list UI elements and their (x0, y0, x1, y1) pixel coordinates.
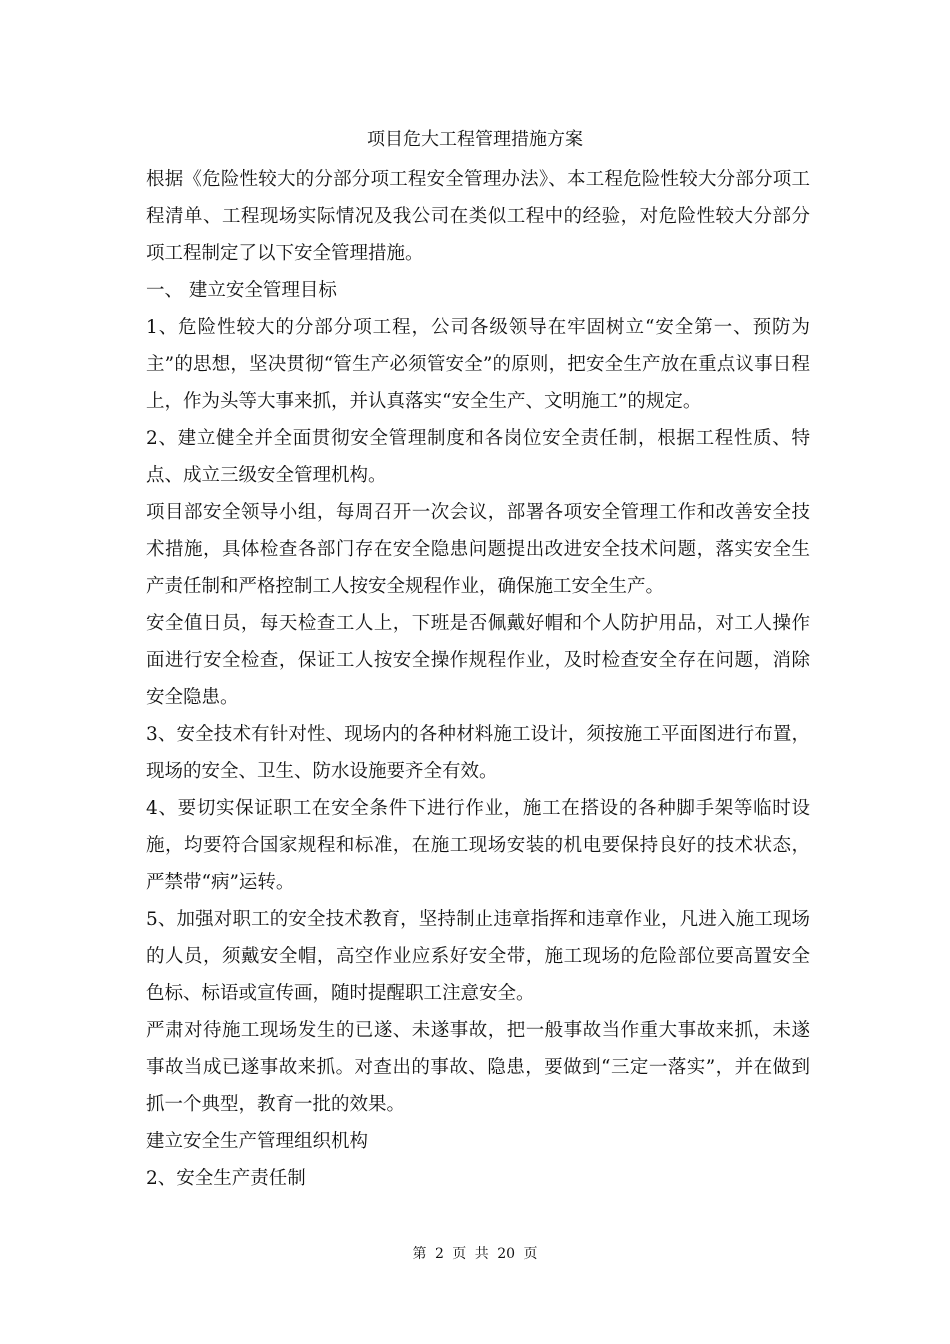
paragraph-item-1: 1、危险性较大的分部分项工程，公司各级领导在牢固树立“安全第一、预防为主”的思想，坚决贯彻“管生产必须管安全”的原则，把安全生产放在重点议事日程上，作为头等大事来抓，并认真落实“安全生产、文明施工”的规定。 (146, 317, 810, 412)
page-footer: 第 2 页 共 20 页 (412, 1246, 538, 1262)
paragraph-safety-duty: 安全值日员，每天检查工人上，下班是否佩戴好帽和个人防护用品，对工人操作面进行安全检查，保证工人按安全操作规程作业，及时检查安全存在问题，消除安全隐患。 (146, 613, 810, 708)
paragraph-intro: 根据《危险性较大的分部分项工程安全管理办法》、本工程危险性较大分部分项工程清单、工程现场实际情况及我公司在类似工程中的经验，对危险性较大分部分项工程制定了以下安全管理措施。 (146, 169, 810, 264)
section-heading-responsibility: 2、安全生产责任制 (146, 1168, 306, 1189)
paragraph-accident-handling: 严肃对待施工现场发生的已遂、未遂事故，把一般事故当作重大事故来抓，未遂事故当成已遂事故来抓。对查出的事故、隐患，要做到“三定一落实”，并在做到抓一个典型，教育一批的效果。 (146, 1020, 810, 1115)
section-heading-1: 一、 建立安全管理目标 (146, 280, 337, 301)
paragraph-safety-group: 项目部安全领导小组，每周召开一次会议，部署各项安全管理工作和改善安全技术措施，具体检查各部门存在安全隐患问题提出改进安全技术问题，落实安全生产责任制和严格控制工人按安全规程作业，确保施工安全生产。 (146, 502, 810, 597)
paragraph-item-4: 4、要切实保证职工在安全条件下进行作业，施工在搭设的各种脚手架等临时设施，均要符合国家规程和标准，在施工现场安装的机电要保持良好的技术状态，严禁带“病”运转。 (146, 798, 810, 893)
paragraph-item-2: 2、建立健全并全面贯彻安全管理制度和各岗位安全责任制，根据工程性质、特点、成立三级安全管理机构。 (146, 428, 810, 486)
section-heading-organization: 建立安全生产管理组织机构 (146, 1131, 369, 1152)
page-title: 项目危大工程管理措施方案 (367, 129, 583, 150)
document-body (146, 161, 810, 1197)
paragraph-item-5: 5、加强对职工的安全技术教育，坚持制止违章指挥和违章作业，凡进入施工现场的人员，须戴安全帽，高空作业应系好安全带，施工现场的危险部位要高置安全色标、标语或宣传画，随时提醒职工注意安全。 (146, 909, 810, 1004)
paragraph-item-3: 3、安全技术有针对性、现场内的各种材料施工设计，须按施工平面图进行布置，现场的安全、卫生、防水设施要齐全有效。 (146, 724, 810, 782)
